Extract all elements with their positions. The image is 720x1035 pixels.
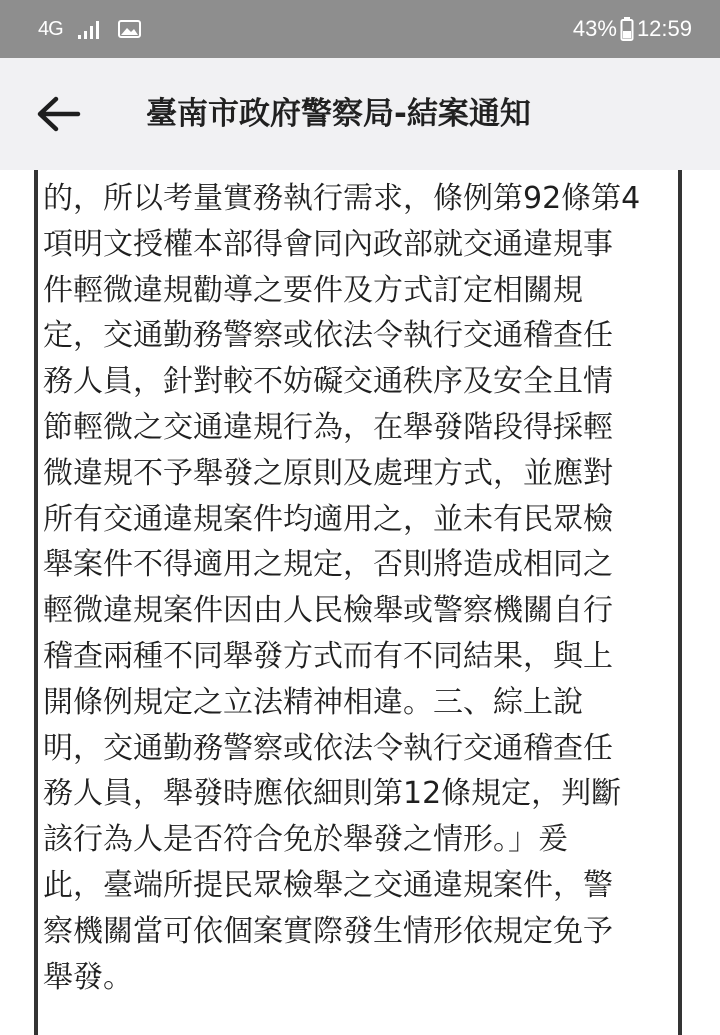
status-right bbox=[573, 14, 692, 44]
battery-percent: 43% bbox=[572, 16, 617, 41]
body-line: 稽查兩種不同舉發方式而有不同結果，與上 bbox=[43, 638, 613, 674]
arrow-left-icon bbox=[34, 94, 82, 134]
body-line: 察機關當可依個案實際發生情形依規定免予 bbox=[43, 913, 613, 949]
body-line: 輕微違規案件因由人民檢舉或警察機關自行 bbox=[43, 593, 613, 629]
body-line: 開條例規定之立法精神相違。三、綜上說 bbox=[43, 684, 583, 720]
notice-content bbox=[34, 170, 682, 1035]
body-line: 舉發。 bbox=[43, 959, 133, 995]
body-line: 此，臺端所提民眾檢舉之交通違規案件，警 bbox=[43, 867, 613, 903]
app-bar bbox=[0, 58, 720, 170]
body-line: 明，交通勤務警察或依法令執行交通稽查任 bbox=[43, 730, 613, 766]
body-line: 該行為人是否符合免於舉發之情形。」爰 bbox=[43, 822, 568, 858]
clock: 12:59 bbox=[636, 16, 692, 41]
body-line: 微違規不予舉發之原則及處理方式，並應對 bbox=[43, 455, 613, 491]
body-line: 節輕微之交通違規行為，在舉發階段得採輕 bbox=[43, 409, 613, 445]
back-button[interactable] bbox=[28, 84, 88, 144]
page-title: 臺南市政府警察局-結案通知 bbox=[146, 96, 531, 132]
body-line: 所有交通違規案件均適用之，並未有民眾檢 bbox=[43, 501, 613, 537]
body-line: 舉案件不得適用之規定，否則將造成相同之 bbox=[43, 547, 613, 583]
status-bar bbox=[0, 0, 720, 58]
notice-body-text bbox=[38, 170, 679, 1000]
body-line: 務人員，舉發時應依細則第12條規定，判斷 bbox=[43, 776, 622, 812]
status-left bbox=[38, 14, 143, 44]
body-line: 件輕微違規勸導之要件及方式訂定相關規 bbox=[43, 272, 583, 308]
battery-icon bbox=[620, 16, 634, 42]
body-line: 的，所以考量實務執行需求，條例第92條第4 bbox=[43, 181, 641, 216]
body-line: 項明文授權本部得會同內政部就交通違規事 bbox=[43, 226, 613, 262]
body-line: 務人員，針對較不妨礙交通秩序及安全且情 bbox=[43, 364, 613, 400]
body-line: 定，交通勤務警察或依法令執行交通稽查任 bbox=[43, 318, 613, 354]
signal-bars-icon bbox=[77, 18, 103, 40]
image-notification-icon bbox=[117, 18, 143, 40]
network-type-label: 4G bbox=[38, 18, 63, 40]
